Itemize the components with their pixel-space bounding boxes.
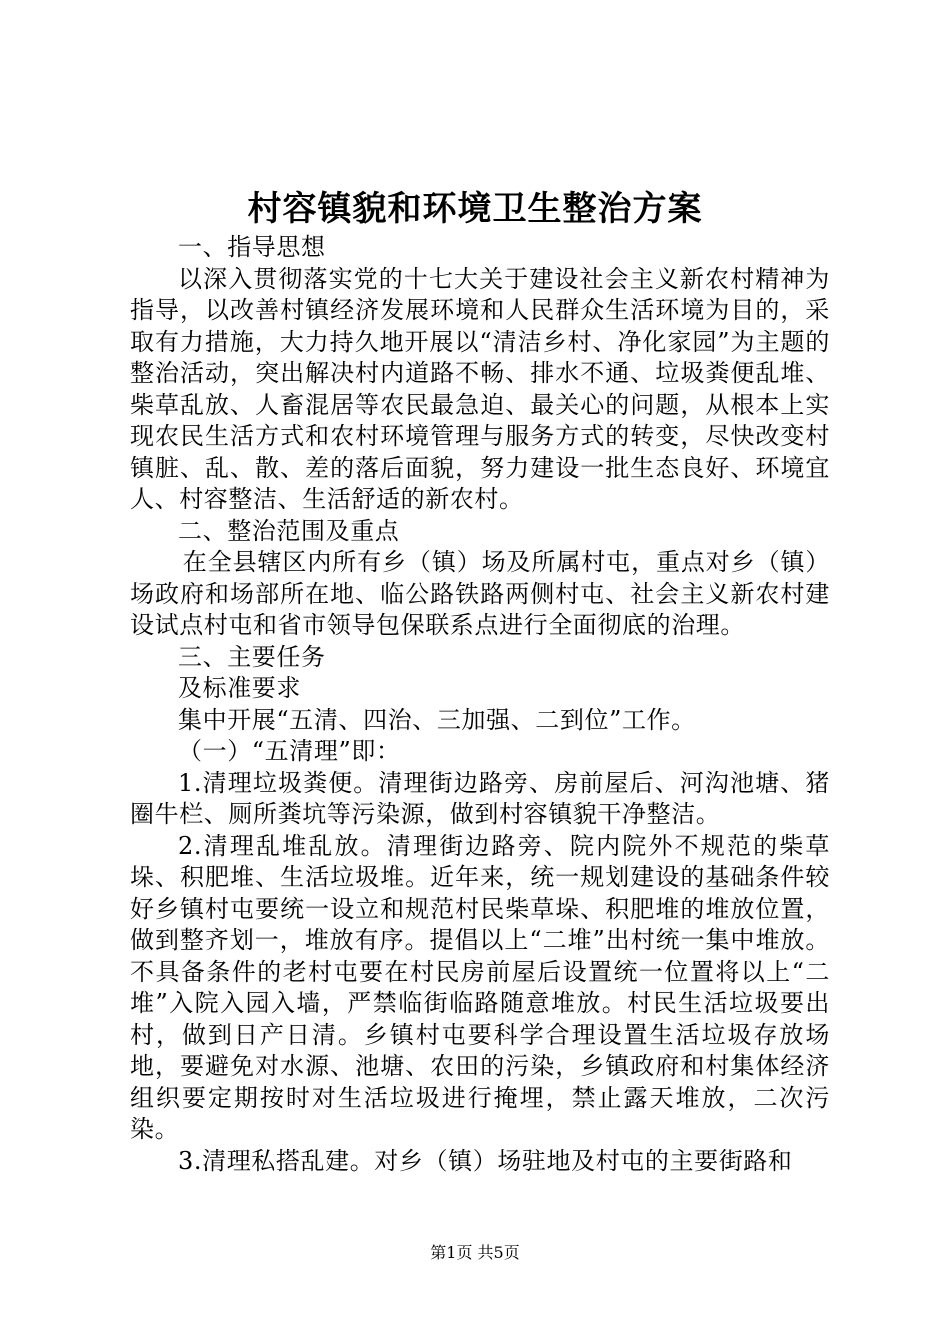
section-heading-guiding-ideology: 一、指导思想 [178,233,326,261]
section-heading-main-tasks: 三、主要任务 [178,642,326,671]
page-footer: 第1页 共5页 [430,1243,520,1262]
paragraph-scope: 在全县辖区内所有乡（镇）场及所属村屯，重点对乡（镇）场政府和场部所在地、临公路铁路两侧村屯、社会主义新农村建设试点村屯和省市领导包保联系点进行全面彻底的治理。 [130,548,830,639]
document-title: 村容镇貌和环境卫生整治方案 [247,189,703,229]
list-item-clean-illegal-buildings: 3.清理私搭乱建。对乡（镇）场驻地及村屯的主要街路和 [178,1146,793,1175]
section-heading-scope: 二、整治范围及重点 [178,516,400,545]
section-heading-standards: 及标准要求 [178,674,301,702]
document-body [130,232,830,1177]
paragraph-guiding-ideology: 以深入贯彻落实党的十七大关于建设社会主义新农村精神为指导，以改善村镇经济发展环境和人民群众生活环境为目的，采取有力措施，大力持久地开展以“清洁乡村、净化家园”为主题的整治活动，突出解决村内道路不畅、排水不通、垃圾粪便乱堆、柴草乱放、人畜混居等农民最急迫、最关心的问题，从根本上实现农民生活方式和农村环境管理与服务方式的转变，尽快改变村镇脏、乱、散、差的落后面貌，努力建设一批生态良好、环境宜人、村容整洁、生活舒适的新农村。 [130,264,830,513]
list-item-clean-piles: 2.清理乱堆乱放。清理街边路旁、院内院外不规范的柴草垛、积肥堆、生活垃圾堆。近年来，统一规划建设的基础条件较好乡镇村屯要统一设立和规范村民柴草垛、积肥堆的堆放位置，做到整齐划一，堆放有序。提倡以上“二堆”出村统一集中堆放。不具备条件的老村屯要在村民房前屋后设置统一位置将以上“二堆”入院入园入墙，严禁临街临路随意堆放。村民生活垃圾要出村，做到日产日清。乡镇村屯要科学合理设置生活垃圾存放场地，要避免对水源、池塘、农田的污染，乡镇政府和村集体经济组织要定期按时对生活垃圾进行掩埋，禁止露天堆放，二次污染。 [130,831,830,1143]
paragraph-work-summary: 集中开展“五清、四治、三加强、二到位”工作。 [178,705,696,734]
subsection-heading-five-cleanups: （一）“五清理”即： [178,737,401,765]
list-item-clean-garbage: 1.清理垃圾粪便。清理街边路旁、房前屋后、河沟池塘、猪圈牛栏、厕所粪坑等污染源，做到村容镇貌干净整洁。 [130,768,830,828]
